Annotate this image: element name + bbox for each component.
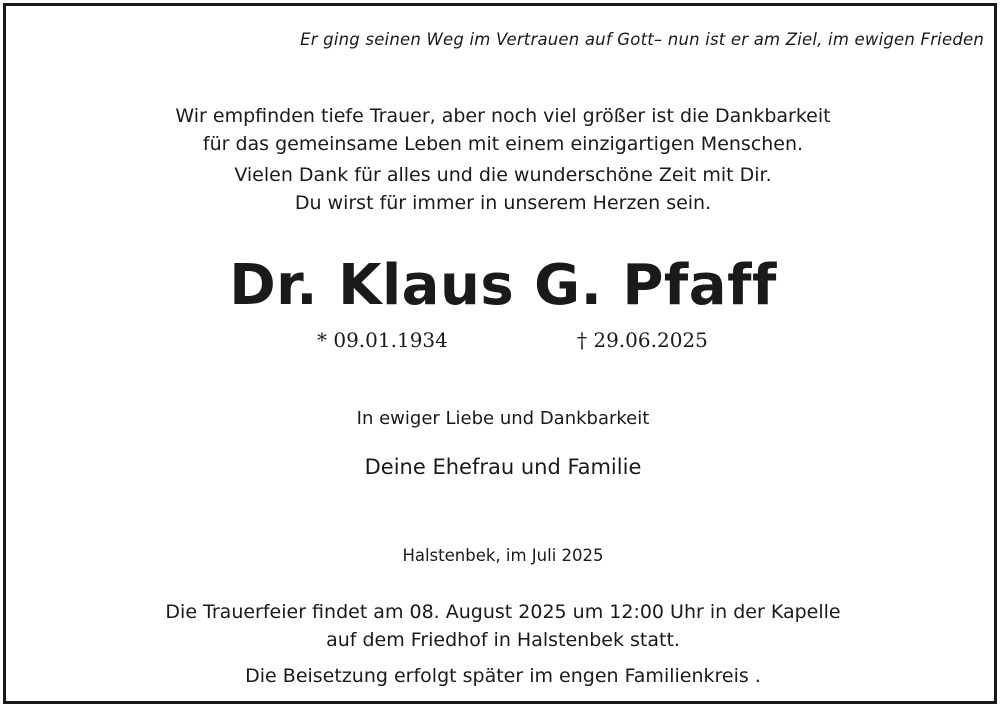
deceased-name: Dr. Klaus G. Pfaff (229, 253, 777, 318)
intro-line: Wir empfinden tiefe Trauer, aber noch viel größer ist die Dankbarkeit (175, 105, 831, 127)
obituary-frame (3, 3, 997, 704)
mourners-text: Deine Ehefrau und Familie (364, 455, 642, 479)
funeral-line: auf dem Friedhof in Halstenbek statt. (326, 629, 680, 651)
place-date-text: Halstenbek, im Juli 2025 (402, 546, 604, 565)
death-date: † 29.06.2025 (577, 328, 708, 352)
funeral-line: Die Trauerfeier findet am 08. August 2025 um 12:00 Uhr in der Kapelle (165, 601, 841, 623)
intro-text (6, 102, 1000, 217)
funeral-info (6, 598, 1000, 654)
burial-info: Die Beisetzung erfolgt später im engen Familienkreis . (245, 665, 761, 687)
intro-line: Du wirst für immer in unserem Herzen sein. (294, 192, 712, 214)
dedication-text: In ewiger Liebe und Dankbarkeit (356, 408, 650, 429)
intro-line: Vielen Dank für alles und die wunderschöne Zeit mit Dir. (234, 164, 772, 186)
motto-text: Er ging seinen Weg im Vertrauen auf Gott– nun ist er am Ziel, im ewigen Frieden (300, 30, 984, 49)
intro-line: für das gemeinsame Leben mit einem einzigartigen Menschen. (202, 133, 804, 155)
birth-date: * 09.01.1934 (317, 328, 448, 352)
